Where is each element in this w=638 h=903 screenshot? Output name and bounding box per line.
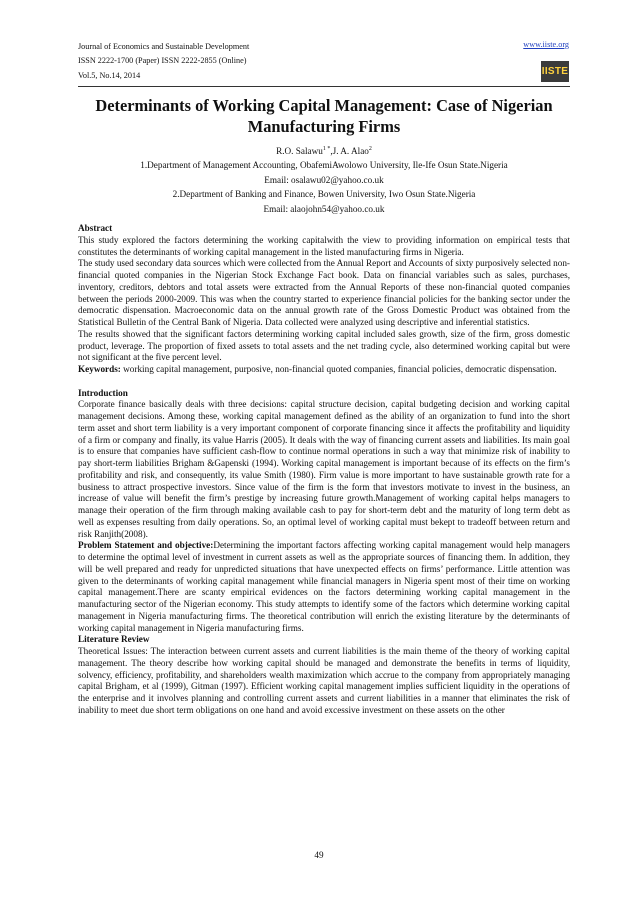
abstract-heading: Abstract xyxy=(78,223,113,233)
affiliation-2: 2.Department of Banking and Finance, Bowen University, Iwo Osun State.Nigeria xyxy=(172,189,476,200)
journal-name: Journal of Economics and Sustainable Development xyxy=(78,42,250,51)
literature-paragraph: Theoretical Issues: The interaction between current assets and current liabilities is the main theme of the theory of working capital management. The theory describe how working capital should be managed and demonstrate the benefits in terms of liquidity, solvency, efficiency, profitability, and shareholders wealth maximization which accrue to the company from appropriately managing capital Brigham, et al (1999), Gitman (1997). Efficient working capital management implies sufficient liquidity in the operations of the enterprise and it involves planning and controlling current assets and current liabilities in a manner that eliminates the risk of inability to meet due short term obligations on one hand and avoid excessive investment on these assets on the other xyxy=(78,646,570,715)
affiliation-1: 1.Department of Management Accounting, ObafemiAwolowo University, Ile-Ife Osun State.Nigeria xyxy=(140,160,508,171)
author-block xyxy=(78,144,570,216)
paper-title: Determinants of Working Capital Management: Case of Nigerian Manufacturing Firms xyxy=(95,96,553,136)
journal-issn: ISSN 2222-1700 (Paper) ISSN 2222-2855 (Online) xyxy=(78,56,247,66)
keywords-label: Keywords: xyxy=(78,364,121,374)
abstract-paragraph-3: The results showed that the significant factors determining working capital included sales growth, size of the firm, gross domestic product, leverage. The proportion of fixed assets to total assets and the net trading cycle, also determined working capital but were not significant at the five percent level. xyxy=(78,328,570,363)
abstract-paragraph-1: This study explored the factors determining the working capitalwith the view to providing information on empirical tests that constitutes the determinants of working capital management in the listed manufacturing firms in Nigeria. xyxy=(78,234,570,257)
page-number: 49 xyxy=(314,850,324,860)
iiste-logo: IISTE xyxy=(541,61,569,82)
email-2: Email: alaojohn54@yahoo.co.uk xyxy=(263,203,385,214)
keywords-text: working capital management, purposive, non-financial quoted companies, financial policies, democratic dispensation. xyxy=(120,364,557,374)
introduction-heading: Introduction xyxy=(78,387,128,398)
email-1: Email: osalawu02@yahoo.co.uk xyxy=(264,174,384,185)
journal-url-link[interactable]: www.iiste.org xyxy=(523,40,569,49)
author-names: R.O. Salawu$^{1 *}$,J. A. Alao$^2$ xyxy=(276,145,372,156)
header-rule xyxy=(78,86,570,87)
journal-volume: Vol.5, No.14, 2014 xyxy=(78,70,141,80)
introduction-paragraph: Corporate finance basically deals with three decisions: capital structure decision, capital budgeting decision and working capital management decisions. Among these, working capital management defined as the ability of an organization to fund into the short term asset and short term liability is a very important component of corporate financing since it affects the profitability and liquidity of a firm or company and finally, its value Harris (2005). It deals with the way of financing current assets and liabilities. Its main goal is to ensure that companies have sufficient cash-flow to continue normal operations in such a way that minimize risk of inability to pay short-term liabilities Brigham &Gapenski (1994). Working capital management is important because of its effects on the firm’s profitability and risk, and consequently, its value Smith (1980). Firm value is more important to have sustainable growth rate for a business to attract prospective investors. Since value of the firm is the form that investors motivate to invest in the business, an increase of value will benefit the firm’s prestige by increasing future growth.Management of working capital helps managers to manage their operation of the firm through making available cash to pay for short-term debt and the maturity of long term debt as well as expenses resulting from daily operations. So, an optimal level of working capital must bekept to tradeoff between return and risk Ranjith(2008). xyxy=(78,399,570,539)
abstract-paragraph-2: The study used secondary data sources which were collected from the Annual Report and Accounts of sixty purposively selected non-financial quoted companies in the Nigerian Stock Exchange Fact book. Data on financial variables such as sales, purchases, inventory, creditors, debtors and total assets were extracted from the Annual Reports of these non-financial quoted companies between the periods 2000-2009. This was when the country started to experience financial policies for the banking sector under the democratic dispensation. Macroeconomic data on the annual growth rate of the Gross Domestic Product was obtained from the Statistical Bulletin of the Central Bank of Nigeria. Data collected were analyzed using descriptive and inferential statistics. xyxy=(78,258,570,327)
problem-statement xyxy=(78,540,570,634)
keywords xyxy=(78,364,570,376)
problem-text: Determining the important factors affecting working capital management would help managers to determine the optimal level of investment in current assets as well as the appropriate sources of financing them. In addition, they will be well prepared and ready for unpredicted situations that have unexpected effects on firms’ performance. Little attention was given to the determinants of working capital management while financial managers in Nigeria spent most of their time on working capital management.There are scanty empirical evidences on the factors determining working capital management in the manufacturing sector of the Nigerian economy. This study attempts to identify some of the factors which determine working capital management in Nigeria manufacturing firms. The theoretical contribution will enrich the existing literature by the determinants of working capital management in Nigeria manufacturing firms. xyxy=(78,540,570,633)
journal-header xyxy=(78,40,249,83)
literature-heading: Literature Review xyxy=(78,634,150,645)
paper-body xyxy=(78,223,570,717)
problem-heading: Problem Statement and objective: xyxy=(78,540,214,551)
